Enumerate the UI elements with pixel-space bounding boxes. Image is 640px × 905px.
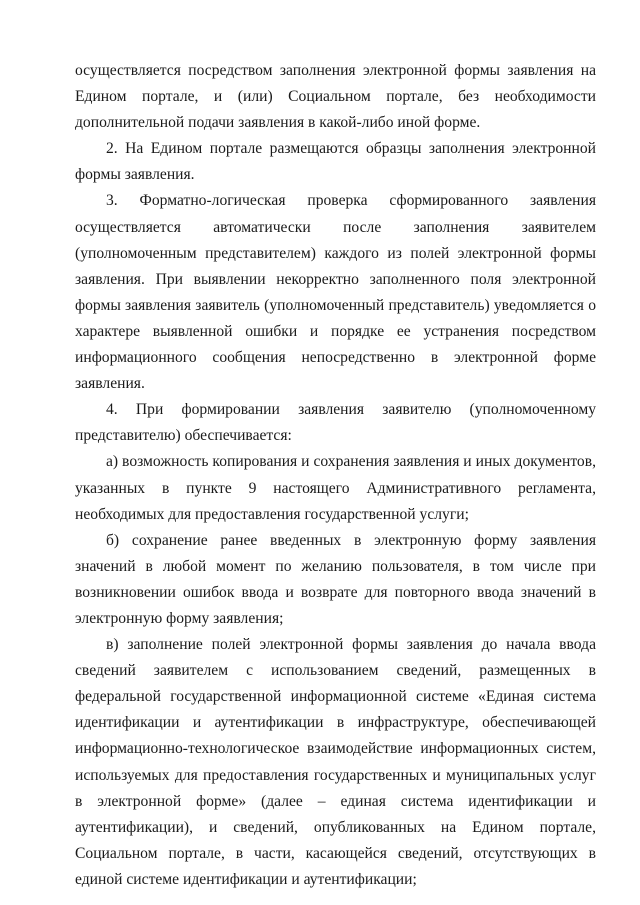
- paragraph-item-3: 3. Форматно-логическая проверка сформированного заявления осуществляется автоматически после заполнения заявителем (уполномоченным представителем) каждого из полей электронной формы заявления. При выявлении некорректно заполненного поля электронной формы заявления заявитель (уполномоченный представитель) уведомляется о характере выявленной ошибки и порядке ее устранения посредством информационного сообщения непосредственно в электронной форме заявления.: [75, 192, 596, 393]
- paragraph-item-2: 2. На Едином портале размещаются образцы заполнения электронной формы заявления.: [75, 140, 596, 184]
- paragraph-subitem-b: б) сохранение ранее введенных в электронную форму заявления значений в любой момент по желанию пользователя, в том числе при возникновении ошибок ввода и возврате для повторного ввода значений в электронную форму заявления;: [75, 531, 596, 627]
- paragraph-subitem-v: в) заполнение полей электронной формы заявления до начала ввода сведений заявителем с использованием сведений, размещенных в федеральной государственной информационной системе «Единая система идентификации и аутентификации в инфраструктуре, обеспечивающей информационно-технологическое взаимодействие информационных систем, используемых для предоставления государственных и муниципальных услуг в электронной форме» (далее – единая система идентификации и аутентификации), и сведений, опубликованных на Едином портале, Социальном портале, в части, касающейся сведений, отсутствующих в единой системе идентификации и аутентификации;: [75, 636, 596, 888]
- document-page: [75, 58, 596, 893]
- paragraph-continuation: осуществляется посредством заполнения электронной формы заявления на Едином портале, и (или) Социальном портале, без необходимости дополнительной подачи заявления в какой-либо иной форме.: [75, 62, 596, 132]
- paragraph-subitem-a: а) возможность копирования и сохранения заявления и иных документов, указанных в пункте 9 настоящего Административного регламента, необходимых для предоставления государственной услуги;: [75, 453, 596, 523]
- paragraph-item-4: 4. При формировании заявления заявителю (уполномоченному представителю) обеспечивается:: [75, 401, 596, 445]
